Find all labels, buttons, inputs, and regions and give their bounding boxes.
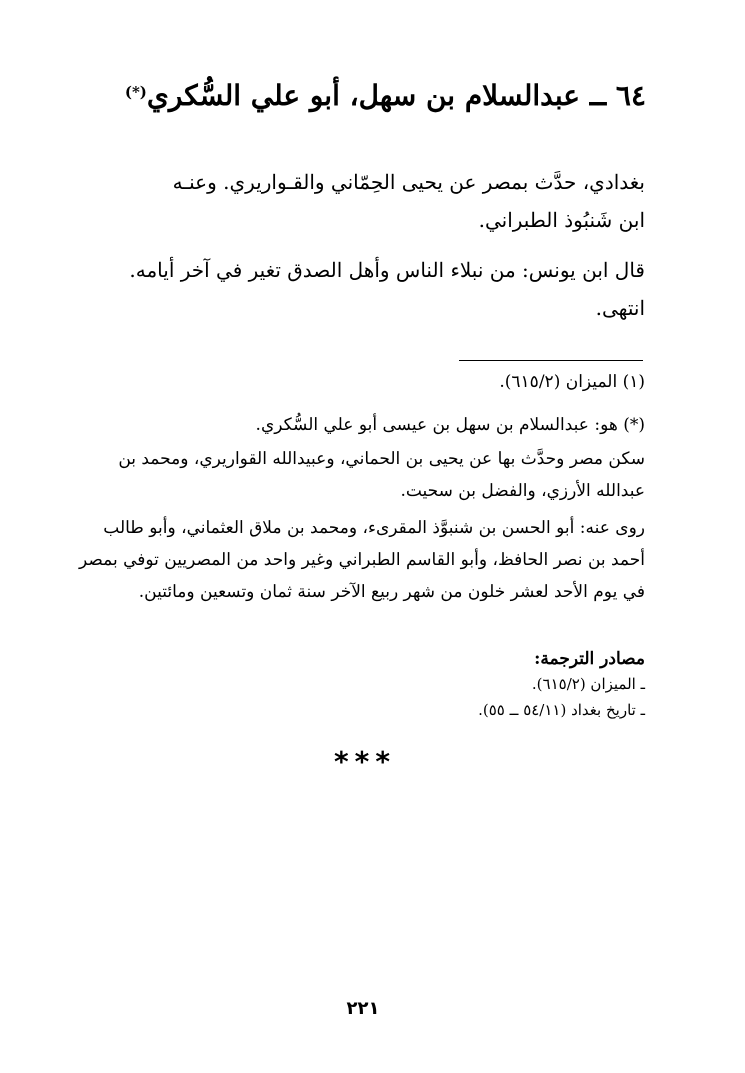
footnote-star-paragraph-2 bbox=[79, 512, 645, 608]
entry-title-mark: (*) bbox=[124, 83, 147, 101]
paragraph-line: قال ابن يونس: من نبلاء الناس وأهل الصدق تغير في آخر أيامه. bbox=[129, 258, 645, 282]
footnote-line: أحمد بن نصر الحافظ، وأبو القاسم الطبراني وغير واحد من المصريين توفي بمصر bbox=[79, 550, 645, 570]
entry-paragraph-quote bbox=[129, 251, 645, 327]
source-item: ـ الميزان (٦١٥/٢). bbox=[531, 675, 645, 693]
page-number: ٢٢١ bbox=[346, 998, 380, 1019]
sources-list bbox=[478, 671, 645, 723]
entry-title bbox=[125, 76, 646, 116]
entry-title-text: ٦٤ ــ عبدالسلام بن سهل، أبو علي السُّكري bbox=[146, 79, 646, 112]
sources-heading: مصادر الترجمة: bbox=[534, 649, 645, 669]
paragraph-line: ابن شَنبُوذ الطبراني. bbox=[478, 208, 645, 232]
footnote-star: (*) هو: عبدالسلام بن سهل بن عيسى أبو علي السُّكري. bbox=[255, 415, 645, 435]
footnote-divider bbox=[459, 360, 643, 361]
entry-paragraph-origin bbox=[173, 163, 645, 239]
paragraph-line: بغدادي، حدَّث بمصر عن يحيى الحِمّاني والقـواريري. وعنـه bbox=[172, 170, 645, 194]
footnote-line: روى عنه: أبو الحسن بن شنبوَّذ المقرىء، ومحمد بن ملاق العثماني، وأبو طالب bbox=[103, 518, 645, 538]
source-item: ـ تاريخ بغداد (٥٤/١١ ــ ٥٥). bbox=[478, 701, 645, 719]
paragraph-line: انتهى. bbox=[595, 296, 645, 320]
footnote-line: في يوم الأحد لعشر خلون من شهر ربيع الآخر سنة ثمان وتسعين ومائتين. bbox=[138, 582, 645, 602]
footnote-line: سكن مصر وحدَّث بها عن يحيى بن الحماني، وعبيدالله القواريري، ومحمد بن bbox=[118, 449, 645, 469]
footnote-line: عبدالله الأرزي، والفضل بن سحيت. bbox=[400, 481, 645, 501]
section-separator: *** bbox=[334, 745, 396, 778]
footnote-1: (١) الميزان (٦١٥/٢). bbox=[499, 372, 645, 392]
footnote-star-paragraph-1 bbox=[118, 443, 645, 507]
